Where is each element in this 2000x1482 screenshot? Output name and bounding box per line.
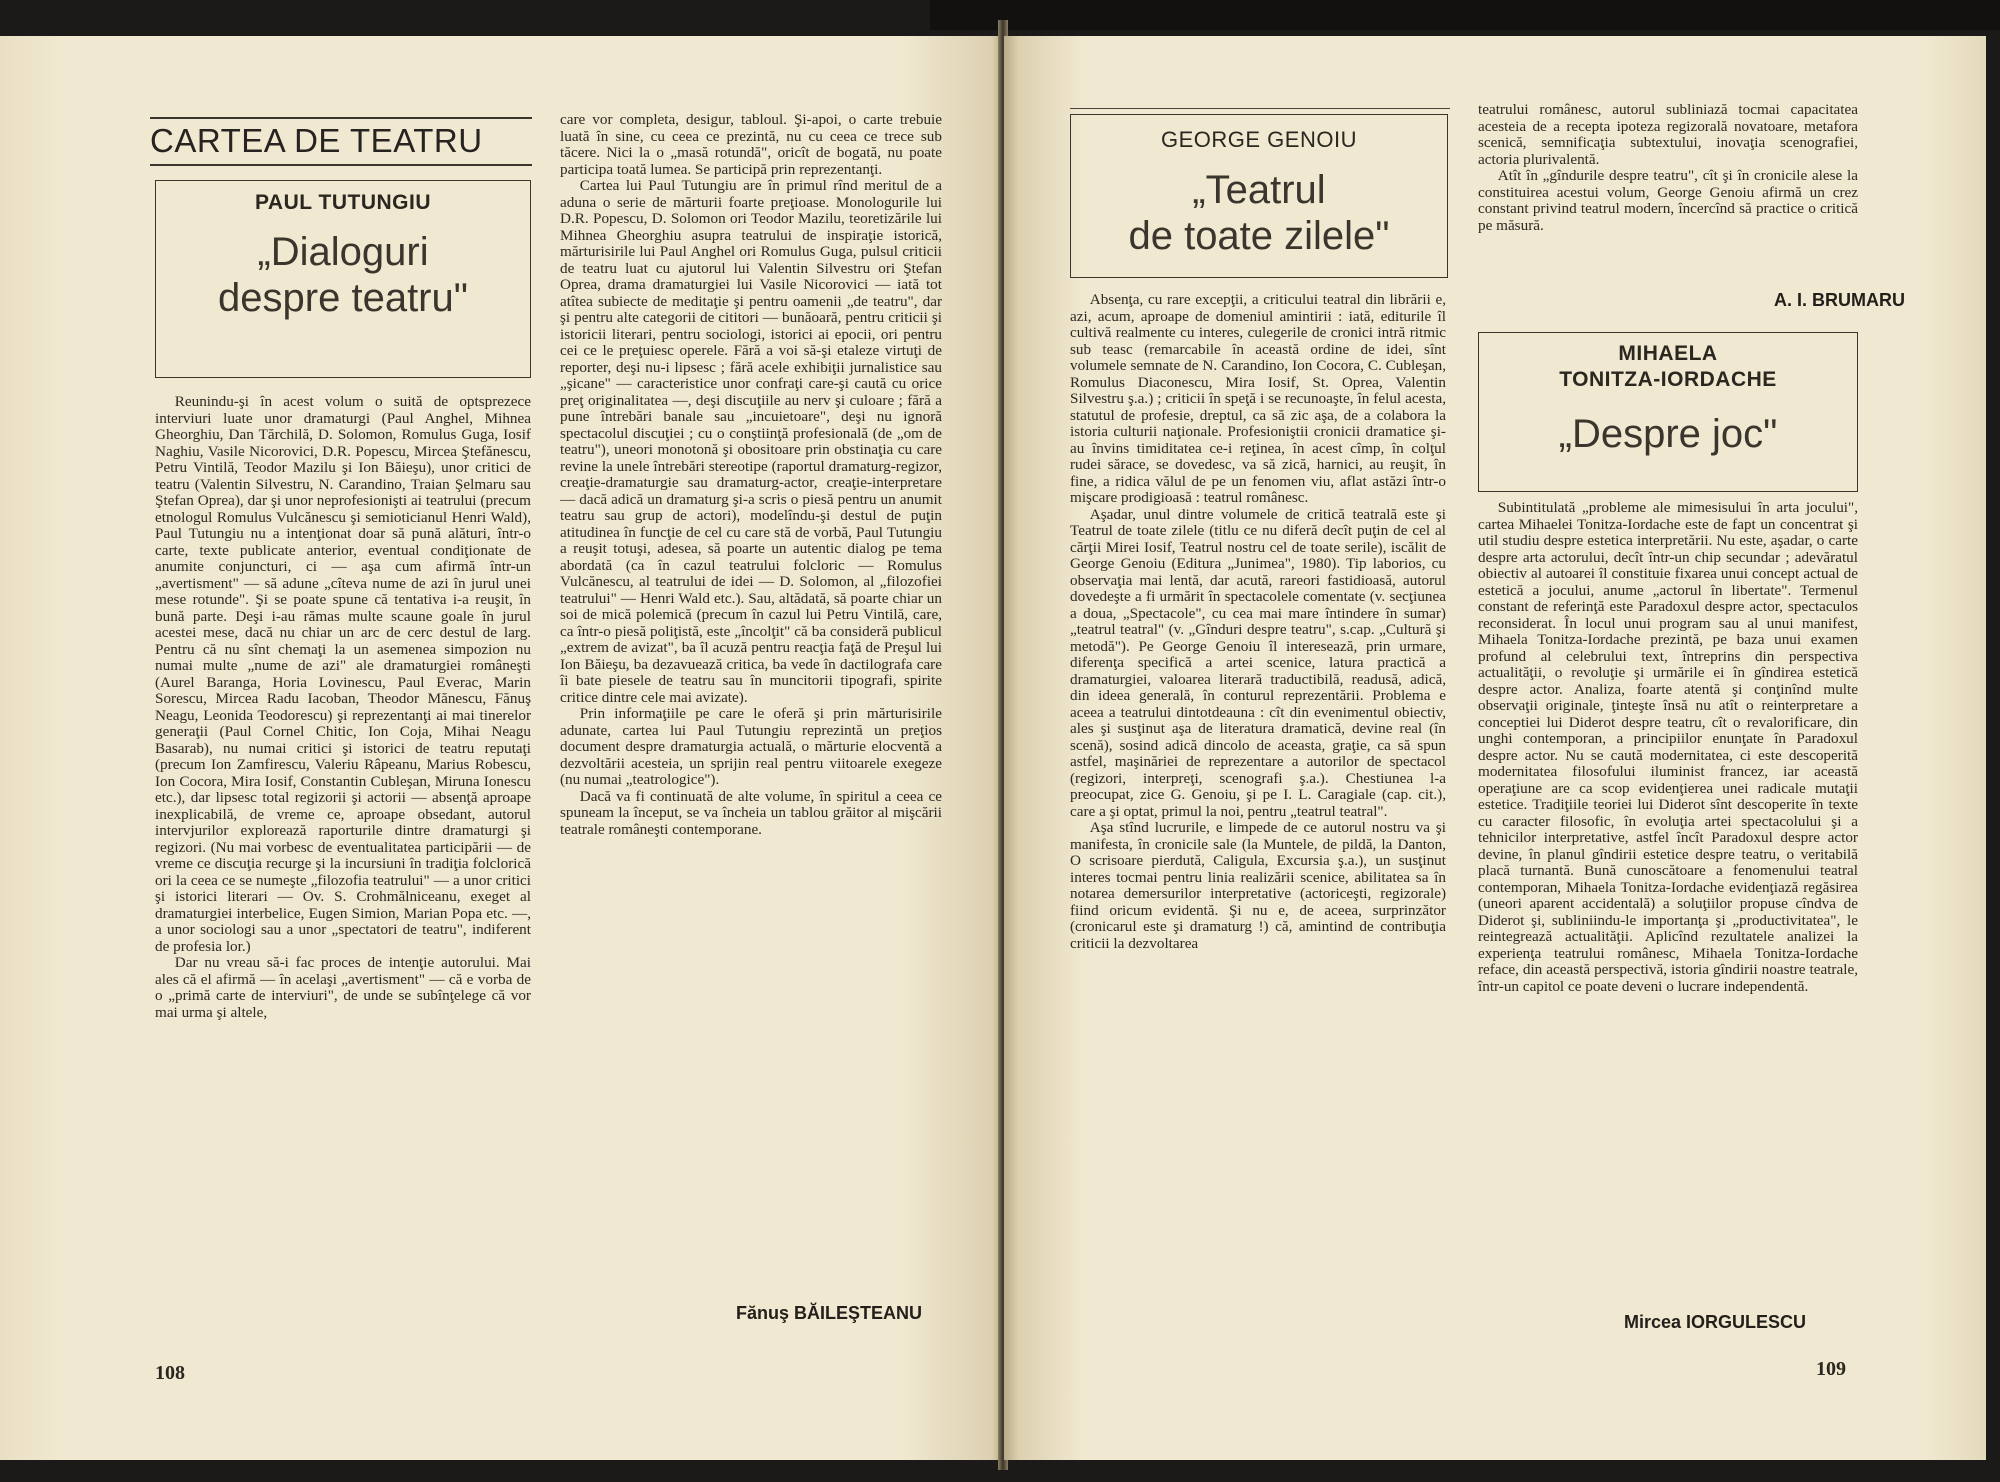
review-book-title-1b: despre teatru": [218, 276, 468, 320]
review-title-box-2: [1070, 114, 1448, 278]
review-title-box-1: [155, 180, 531, 378]
review-1-column-2: [560, 112, 942, 838]
paragraph: Aşadar, unul dintre volumele de critică teatrală este şi Teatrul de toate zilele (titlu ce nu diferă decît puţin de cel al cărţii Mirei Iosif, Teatrul nostru cel de toate serile), iscălit de George Genoiu (Editura „Junimea", 1980). Tip laborios, cu observaţia mai lentă, dar acută, rareori fastidioasă, autorul dovedeşte a fi urmărit în spectacolele comentate (v. secţiunea a doua, „Spectacole", cu cea mai mare întindere în sumar) „teatrul teatral" (v. „Gînduri despre teatru", s.cap. „Cultură şi metodă"). Pe George Genoiu îl interesează, prin urmare, diferenţa specifică a artei scenice, latura practică a dramaturgiei, valoarea literară traductibilă, readusă, adică, din ideea generală, în conturul reprezentării. Problema e aceea a teatrului dintotdeauna : cît din evenimentul obiectiv, ales şi susţinut aşa de literatura dramatică, devine real (în scenă), sosind adică dincolo de aceasta, graţie, ca să spun astfel, maşinăriei de reprezentare a autorilor de spectacol (regizori, interpreţi, scenografi ş.a.). Chestiunea l-a preocupat, zice G. Genoiu, şi pe I. L. Caragiale (cap. cit.), care a şi optat, primul la noi, pentru „teatrul teatral".: [1070, 505, 1446, 820]
background-edge: [930, 0, 2000, 30]
page-number-left: 108: [155, 1362, 185, 1384]
paragraph: Cartea lui Paul Tutungiu are în primul rînd meritul de a aduna o serie de mărturii foarte preţioase. Monologurile lui D.R. Popescu, D. Solomon ori Teodor Mazilu, teoretizările lui Mihnea Gheorghiu asupra teatrului de inspiraţie istorică, mărturisirile lui Paul Anghel ori Romulus Guga, pulsul criticii de teatru luat cu ajutorul lui Valentin Silvestru ori Ştefan Oprea, drama dramaturgiei lui Vasile Nicorovici — iată tot atîtea subiecte de meditaţie şi pentru oamenii „de teatru", dar şi pentru alte categorii de cititori — bunăoară, pentru criticii şi istoricii literari, pentru sociologi, istorici ai epocii, ori pentru cei ce le preţuiesc operele. Fără a voi să-şi etaleze virtuţi de reporter, deşi nu-i lipsesc ; fără acele exhibiţii jurnalistice sau „şicane" — caracteristice unor confraţi care-şi caută cu orice preţ originalitatea —, deşi discuţiile au nerv şi culoare ; fără a pune întrebări banale sau „incuietoare", deşi nu ignoră spectacolul discuţiei ; cu o conştiinţă profesională (de „om de teatru"), uneori monotonă şi obositoare prin obstinaţia cu care revine la unele întrebări stereotipe (raportul dramaturg-regizor, creaţie-dramaturgie sau dramaturg-actor, creaţie-interpretare — dacă adică un dramaturg şi-a scris o piesă pentru un anumit teatru sau grup de actori), modelîndu-şi destul de puţin atitudinea în funcţie de cel cu care stă de vorbă, Paul Tutungiu a reuşit totuşi, adesea, să poarte un autentic dialog pe tema abordată (ca în cazul teatrului folcloric — Romulus Vulcănescu, al teatrului de idei — D. Solomon, al „filozofiei teatrului" — Henri Wald etc.). Sau, altădată, să poarte chiar un soi de mică polemică (precum în cazul lui Petru Vintilă, care, ca într-o piesă poliţistă, este „încolţit" că ba consideră publicul „extrem de avizat", ba îl acuză pentru reacţia faţă de Preşul lui Ion Băieşu, ba dezavuează critica, ba vede în dactilografa care îi bate piesele de teatru sau în muncitorii tipografi, spirite critice dintre cele mai avizate).: [560, 177, 942, 706]
review-3-column: [1478, 500, 1858, 995]
review-author-1: PAUL TUTUNGIU: [254, 191, 432, 214]
review-1-column-1: [155, 394, 531, 1021]
left-page: [0, 36, 1002, 1460]
page-number-right: 109: [1816, 1358, 1846, 1380]
paragraph: Dar nu vreau să-i fac proces de intenţie autorului. Mai ales că el afirmă — în acelaşi „avertisment" — că e vorba de o „primă carte de interviuri", de unde se subînţelege că vor mai urma şi altele,: [155, 954, 531, 1021]
review-2-column-2: [1478, 102, 1858, 234]
review-2-column-1: [1070, 292, 1446, 952]
paragraph: Prin informaţiile pe care le oferă şi prin mărturisirile adunate, cartea lui Paul Tutungiu reprezintă un preţios document despre dramaturgia actuală, o mărturie elocventă a dezvoltării acesteia, un sprijin real pentru viitoarele exegeze (nu numai „teatrologice").: [560, 705, 942, 788]
review-author-3b: TONITZA-IORDACHE: [1559, 368, 1777, 391]
right-page: [1004, 36, 1986, 1460]
paragraph: care vor completa, desigur, tabloul. Şi-apoi, o carte trebuie luată în sine, cu ceea ce prezintă, nu cu ceea ce trece sub tăcere. Nici la o „masă rotundă", oricît de bogată, nu poate participa toată lumea. Se participă prin reprezentanţi.: [560, 111, 942, 178]
review-3-signature: Mircea IORGULESCU: [1624, 1312, 1807, 1332]
paragraph: Dacă va fi continuată de alte volume, în spiritul a ceea ce spuneam la început, se va încheia un tablou grăitor al mişcării teatrale româneşti contemporane.: [560, 787, 942, 838]
review-title-box-3: [1478, 332, 1858, 492]
review-author-3a: MIHAELA: [1618, 342, 1718, 365]
review-book-title-2a: „Teatrul: [1192, 168, 1326, 212]
paragraph: Subintitulată „probleme ale mimesisului în arta jocului", cartea Mihaelei Tonitza-Iordache este de fapt un concentrat şi util studiu despre estetica interpretării. Nu este, aşadar, o carte despre arta actorului, decît într-un chip secundar ; adevăratul obiectiv al autoarei îl constituie fixarea unui concept actual de estetică a jocului, anume „actorul în libertate". Termenul constant de referinţă este Paradoxul despre actor, spectaculos reconsiderat. În locul unui program sau al unui manifest, Mihaela Tonitza-Iordache prezintă, pe baza unui examen profund al celebrului text, întreprins din perspectiva actualităţii, o revoluţie şi urmările ei în gîndirea estetică despre actor. Analiza, foarte atentă şi conţinînd multe observaţii originale, ţinteşte însă nu atît o reinterpretare a conceptiei lui Diderot despre teatru, cît o revalorificare, din unghi contemporan, a principiilor enunţate în Paradoxul despre actor. Nu se caută modernitatea, ci este descoperită modernitatea filosofului iluminist francez, iar această operaţiune are ca scop evidenţierea unei radicale mutaţii estetice. Tradiţiile teoriei lui Diderot sînt descoperite în texte cu caracter filosofic, în evoluţia artei spectacolului şi a tehnicilor interpretative, astfel încît Paradoxul despre actor devine, în planul gîndirii estetice despre teatru, o veritabilă placă turnantă. Bună cunoscătoare a fenomenului teatral contemporan, Mihaela Tonitza-Iordache evidenţiază regăsirea (uneori aparent accidentală) a soluţiilor propuse cîndva de Diderot şi, subliniindu-le importanţa şi „productivitatea", le reintegrează actualităţii. Aplicînd rezultatele analizei la experienţa teatrului românesc, Mihaela Tonitza-Iordache reface, din această perspectivă, istoria gîndirii noastre teatrale, într-un capitol ce poate deveni o lucrare independentă.: [1478, 499, 1858, 995]
review-1-signature: Fănuş BĂILEŞTEANU: [736, 1303, 923, 1323]
review-2-signature: A. I. BRUMARU: [1774, 290, 1905, 310]
top-rule: [1070, 108, 1450, 109]
review-book-title-3: „Despre joc": [1558, 412, 1778, 456]
review-book-title-1a: „Dialoguri: [257, 230, 429, 274]
section-title: CARTEA DE TEATRU: [150, 117, 532, 166]
paragraph: Aşa stînd lucrurile, e limpede de ce autorul nostru va şi manifesta, în cronicile sale (la Muntele, de pildă, la Danton, O scrisoare pierdută, Caligula, Excursia ş.a.), un susţinut interes tocmai pentru linia realizării scenice, abilitatea sa în notarea demersurilor interpretative (actoriceşti, regizorale) fiind oricum evidentă. Şi nu e, de aceea, surprinzător (cronicarul este şi dramaturg !) că, amintind de contribuţia criticii la dezvoltarea: [1070, 819, 1446, 952]
paragraph: Reunindu-şi în acest volum o suită de optsprezece interviuri luate unor dramaturgi (Paul Anghel, Mihnea Gheorghiu, Dan Tărchilă, D. Solomon, Romulus Guga, Iosif Naghiu, Vasile Nicorovici, D.R. Popescu, Mircea Ştefănescu, Petru Vintilă, Teodor Mazilu şi Ion Băieşu), unor critici de teatru (Valentin Silvestru, N. Carandino, Traian Şelmaru sau Ştefan Oprea), dar şi unor neprofesionişti ai teatrului (precum etnologul Romulus Vulcănescu şi semioticianul Henri Wald), Paul Tutungiu nu a intenţionat doar să pună alături, într-o carte, texte publicate anterior, eventual condiţionate de anumite conjuncturi, ci — aşa cum afirmă într-un „avertisment" — să adune „cîteva nume de azi în jurul unei mese rotunde". Şi se poate spune că tentativa i-a reuşit, în bună parte. Deşi i-au rămas multe scaune goale în jurul acestei mese, dacă nu chiar un arc de cerc destul de larg. Pentru că nu sînt chemaţi la un asemenea simpozion nu numai multe „nume de azi" ale dramaturgiei româneşti (Aurel Baranga, Horia Lovinescu, Paul Everac, Marin Sorescu, Mircea Radu Iacoban, Theodor Mănescu, Fănuş Neagu, Leonida Teodorescu) şi reprezentanţi ai mai tinerelor generaţii (Paul Cornel Chitic, Ion Coja, Mihai Neagu Basarab), nu numai critici şi istorici de teatru reputaţi (precum Ion Zamfirescu, Valeriu Râpeanu, Marius Robescu, Ion Cocora, Mira Iosif, Constantin Cubleşan, Miruna Ionescu etc.), dar lipsesc total regizorii şi actorii — absenţă aproape inexplicabilă, de vreme ce, aproape obsedant, autorul intervjurilor explorează raporturile dintre dramaturgi şi regizori. (Nu mai vorbesc de eventualitatea participării — de vreme ce discuţia recurge şi la incursiuni în tradiţia folclorică ori la ceea ce se numeşte „filozofia teatrului" — a unor critici şi istorici literari — Ov. S. Crohmălniceanu, exeget al dramaturgiei interbelice, Eugen Simion, Marian Popa etc. —, a unor sociologi sau a unor „spectatori de teatru", indiferent de profesia lor.): [155, 393, 531, 955]
review-book-title-2b: de toate zilele": [1128, 214, 1390, 258]
paragraph: Absenţa, cu rare excepţii, a criticului teatral din librării e, azi, acum, aproape de domeniul amintirii : iată, editurile îl cultivă realmente cu interes, culegerile de cronici intră ritmic sub teasc (remarcabile în această ordine de idei, sînt volumele semnate de N. Carandino, Ion Cocora, C. Cubleşan, Romulus Diaconescu, Mira Iosif, St. Oprea, Valentin Silvestru ş.a.) ; criticii în speţă i se recunoaşte, în felul acesta, statutul de profesie, dreptul, ca să zic aşa, de a colabora la istoria culturii naţionale. Profesioniştii cronicii dramatice şi-au învins timiditatea ce-i reţinea, în acest cîmp, în colţul rudei sărace, se dovedesc, va să zică, harnici, au reuşit, în fine, a ridica vălul de pe un fenomen viu, aflat astăzi într-o mişcare prodigioasă : teatrul românesc.: [1070, 291, 1446, 506]
paragraph: teatrului românesc, autorul subliniază tocmai capacitatea acesteia de a recepta ipoteza regizorală novatoare, metafora scenică, semnificaţia subtextului, inovaţia scenografiei, actoria plurivalentă.: [1478, 101, 1858, 168]
paragraph: Atît în „gîndurile despre teatru", cît şi în cronicile alese la constituirea acestui volum, George Genoiu afirmă un crez constant privind teatrul modern, încercînd să practice o critică pe măsură.: [1478, 167, 1858, 234]
review-author-2: GEORGE GENOIU: [1161, 127, 1357, 152]
